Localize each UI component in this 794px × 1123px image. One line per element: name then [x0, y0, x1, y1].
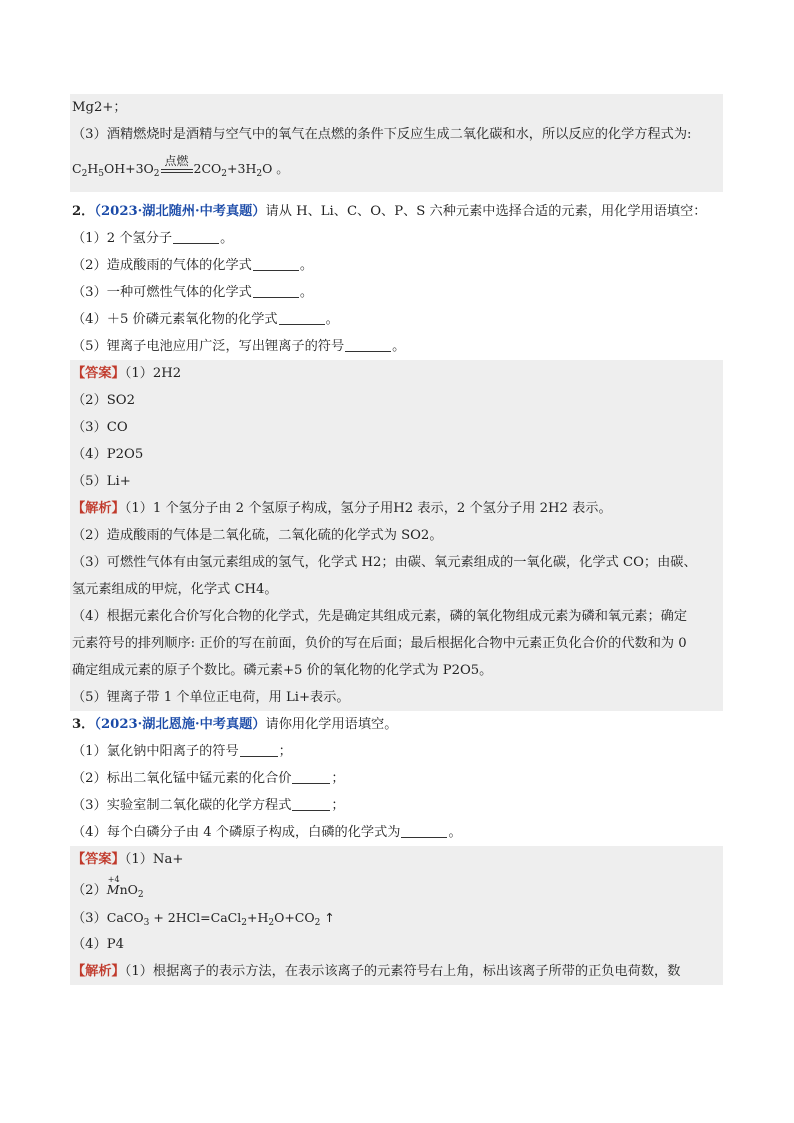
question-2-item-1 [70, 225, 723, 252]
punct: 。 [299, 285, 314, 300]
answer-blank [345, 337, 391, 352]
answer-text: （4）P4 [72, 937, 125, 952]
answer-text: （4）P2O5 [72, 447, 144, 462]
analysis-text: （4）根据元素化合价写化合物的化学式，先是确定其组成元素，磷的氧化物组成元素为磷和氧元素；确定 [72, 609, 688, 624]
item-text: （2）造成酸雨的气体的化学式 [72, 258, 252, 273]
question-number: 2． [72, 204, 95, 219]
analysis-text: （3）酒精燃烧时是酒精与空气中的氧气在点燃的条件下反应生成二氧化碳和水，所以反应的化学方程式为: [72, 127, 692, 142]
answer-3-line-2 [70, 873, 723, 904]
answer-blank [401, 823, 447, 838]
answer-tag: 【答案】 [72, 366, 125, 381]
up-arrow-icon: ↑ [324, 910, 335, 925]
analysis-text: （1）根据离子的表示方法，在表示该离子的元素符号右上角，标出该离子所带的正负电荷数，数 [124, 964, 681, 979]
equation: $C_2H_5OH+3O_2$ 点燃 $2CO_2+3H_2O$ 。 [72, 155, 289, 188]
answer-3-line-4 [70, 931, 723, 958]
answer-text: （1）Na+ [124, 852, 184, 867]
answer-blank [253, 283, 299, 298]
analysis-text: （3）可燃性气体有由氢元素组成的氢气，化学式 H2；由碳、氧元素组成的一氧化碳，化学式 CO；由碳、 [72, 555, 697, 570]
condition-label: 点燃 [164, 154, 189, 168]
punct: 。 [325, 312, 339, 327]
answer-blank [292, 769, 330, 784]
answer-blank [279, 310, 325, 325]
analysis-text: 氢元素组成的甲烷，化学式 CH4。 [72, 582, 278, 597]
analysis-line [70, 121, 723, 148]
question-2-stem [70, 198, 723, 225]
punct: ； [331, 771, 345, 786]
punct: 。 [220, 231, 234, 246]
analysis-text: （2）造成酸雨的气体是二氧化硫，二氧化硫的化学式为 SO2。 [72, 528, 443, 543]
answer-text: （1）2H2 [124, 366, 182, 381]
analysis-tag: 【解析】 [72, 501, 125, 516]
document-page [70, 94, 723, 985]
item-text: （4）每个白磷分子由 4 个磷原子构成，白磷的化学式为 [72, 825, 401, 840]
question-3-stem [70, 711, 723, 738]
question-3-item-2 [70, 765, 723, 792]
analysis-text: 确定组成元素的原子个数比。磷元素+5 价的氧化物的化学式为 P2O5。 [72, 663, 493, 678]
item-text: （4）＋5 价磷元素氧化物的化学式 [72, 312, 278, 327]
question-3-item-4 [70, 819, 723, 846]
answer-tag: 【答案】 [72, 852, 125, 867]
analysis-2-line-4c [70, 657, 723, 684]
question-2-item-5 [70, 333, 723, 360]
analysis-text: （5）锂离子带 1 个单位正电荷，用 Li+表示。 [72, 690, 350, 705]
item-text: （1）2 个氢分子 [72, 231, 173, 246]
answer-2-line-1 [70, 360, 723, 387]
analysis-3-line-1 [70, 958, 723, 985]
punct: ； [278, 744, 292, 759]
question-text: 请你用化学用语填空。 [265, 717, 398, 732]
answer-2-line-2 [70, 387, 723, 414]
question-source: （2023·湖北恩施·中考真题） [94, 717, 266, 732]
analysis-2-line-4b [70, 630, 723, 657]
question-2-item-3 [70, 279, 723, 306]
analysis-2-line-4a [70, 603, 723, 630]
answer-2-line-5 [70, 468, 723, 495]
item-text: （1）氯化钠中阳离子的符号 [72, 744, 239, 759]
analysis-tag: 【解析】 [72, 964, 125, 979]
answer-2-line-4 [70, 441, 723, 468]
punct: 。 [299, 258, 314, 273]
combustion-equation [70, 148, 723, 192]
punct: 。 [392, 339, 406, 354]
analysis-2-line-1 [70, 495, 723, 522]
answer-blank [240, 742, 278, 757]
punct: ； [331, 798, 345, 813]
item-text: （5）锂离子电池应用广泛，写出锂离子的符号 [72, 339, 345, 354]
answer-text: （3） [72, 911, 107, 926]
analysis-2-line-3b [70, 576, 723, 603]
analysis-text: 元素符号的排列顺序: 正价的写在前面，负价的写在后面；最后根据化合物中元素正负化合价的代数和为 0 [72, 636, 687, 651]
question-text: 请从 H、Li、C、O、P、S 六种元素中选择合适的元素，用化学用语填空： [265, 204, 707, 219]
co2-equation: CaCO$_3$ + $2HCl=CaCl_2+H_2O+CO_2$ ↑ [106, 910, 335, 928]
question-source: （2023·湖北随州·中考真题） [94, 204, 266, 219]
punct: 。 [448, 825, 462, 840]
item-text: （2）标出二氧化锰中锰元素的化合价 [72, 771, 292, 786]
text-mg: Mg2+； [72, 100, 127, 115]
analysis-2-line-2 [70, 522, 723, 549]
answer-blank [292, 796, 330, 811]
answer-blank [253, 256, 299, 271]
question-3-item-1 [70, 738, 723, 765]
answer-text: （5）Li+ [72, 474, 131, 489]
question-3-item-3 [70, 792, 723, 819]
answer-2-line-3 [70, 414, 723, 441]
analysis-2-line-5 [70, 684, 723, 711]
answer-text: （2） [72, 883, 107, 898]
question-number: 3． [72, 717, 95, 732]
analysis-2-line-3a [70, 549, 723, 576]
valence-formula: +4 MnO$_2$ [107, 882, 144, 897]
question-2-item-2 [70, 252, 723, 279]
reaction-condition [161, 154, 193, 173]
answer-text: （2）SO2 [72, 393, 136, 408]
answer-text: （3）CO [72, 420, 128, 435]
answer-continuation [70, 94, 723, 121]
valence-mark: +4 [107, 875, 120, 884]
answer-3-line-3 [70, 904, 723, 931]
analysis-text: （1）1 个氢分子由 2 个氢原子构成，氢分子用H2 表示，2 个氢分子用 2H2 表示。 [124, 501, 612, 516]
item-text: （3）一种可燃性气体的化学式 [72, 285, 252, 300]
answer-3-line-1 [70, 846, 723, 873]
question-2-item-4 [70, 306, 723, 333]
answer-blank [173, 229, 219, 244]
item-text: （3）实验室制二氧化碳的化学方程式 [72, 798, 292, 813]
